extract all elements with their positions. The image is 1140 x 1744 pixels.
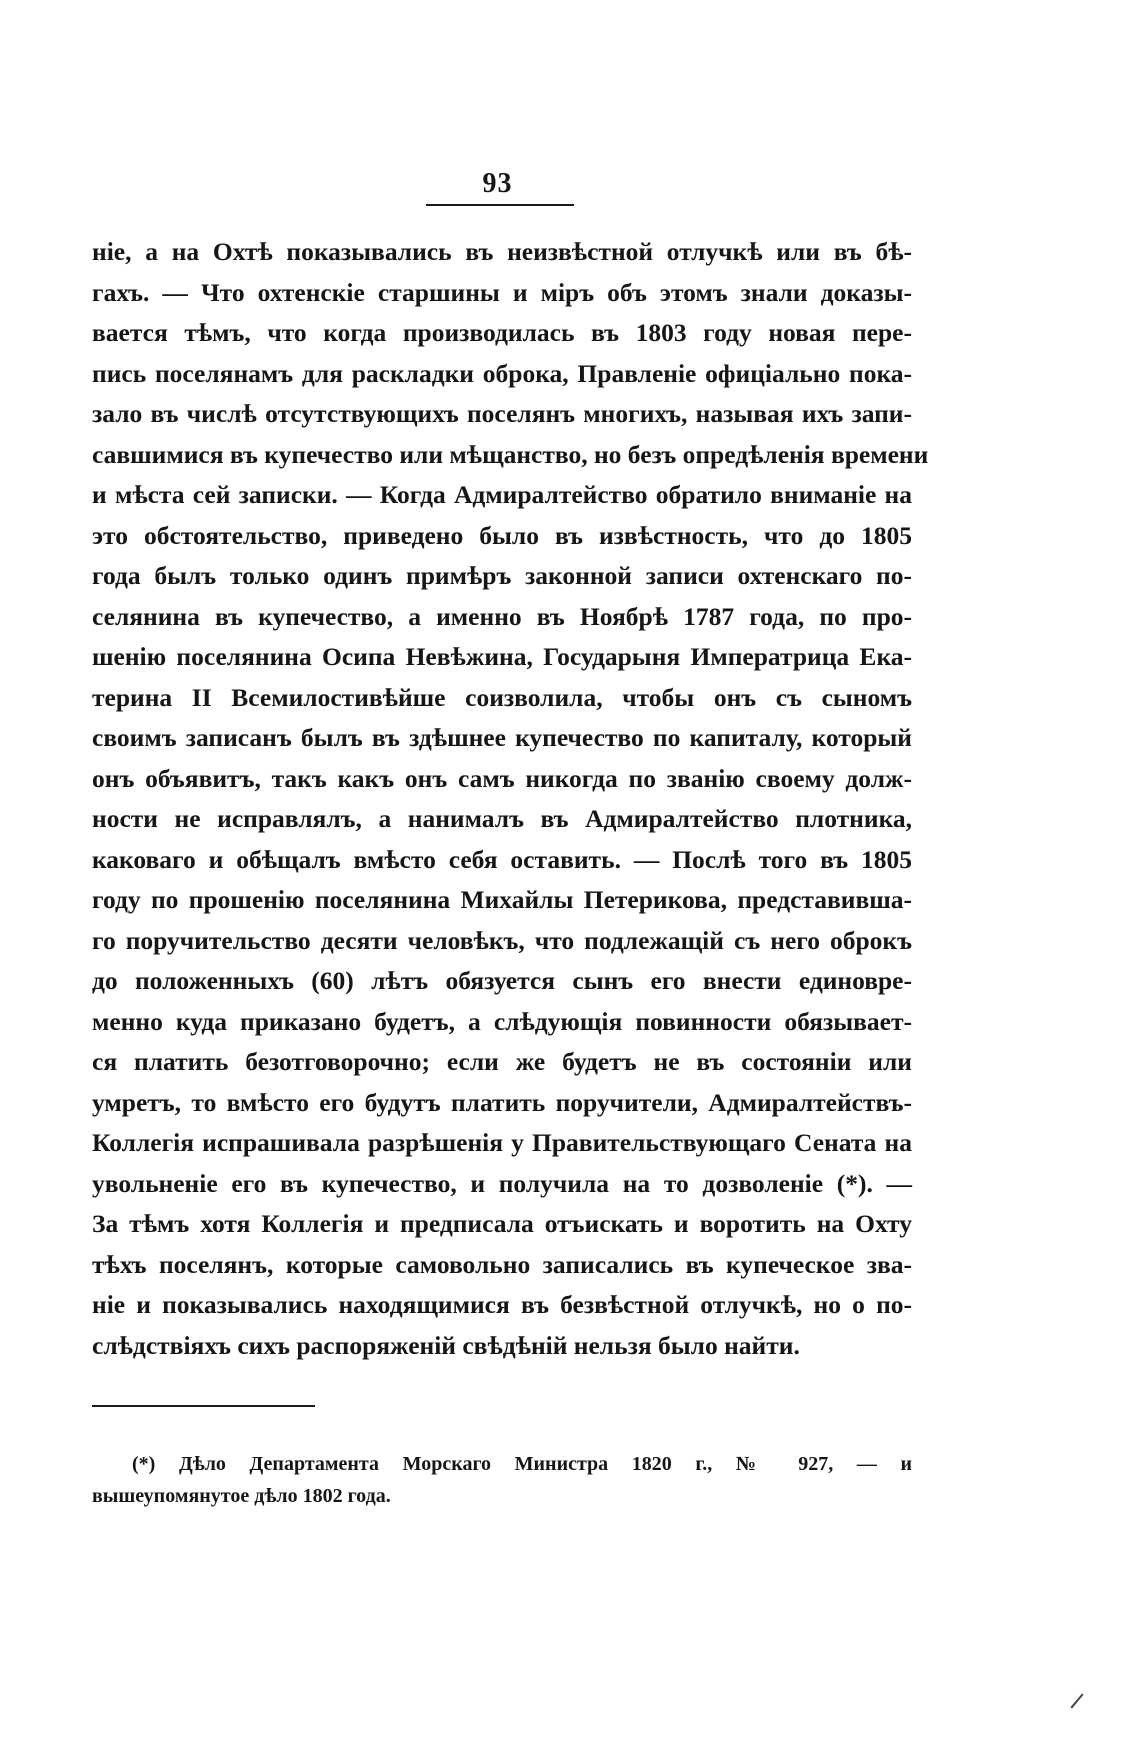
pencil-mark (1070, 1693, 1083, 1708)
body-line: каковаго и обѣщалъ вмѣсто себя оставить. — Послѣ того въ 1805 (92, 844, 912, 874)
body-line: года былъ только одинъ примѣръ законной записи охтенскаго по- (92, 561, 912, 590)
body-line: пись поселянамъ для раскладки оброка, Правленіе офиціально пока- (92, 358, 912, 388)
body-line: го поручительство десяти человѣкъ, что подлежащій съ него оброкъ (92, 925, 912, 955)
body-line: зало въ числѣ отсутствующихъ поселянъ многихъ, называя ихъ запи- (92, 399, 912, 428)
body-line: тѣхъ поселянъ, которые самовольно записались въ купеческое зва- (92, 1249, 912, 1279)
body-line: ся платить безотговорочно; если же будетъ не въ состояніи или (92, 1047, 912, 1076)
header-rule (426, 204, 574, 206)
body-line: вается тѣмъ, что когда производилась въ 1803 году новая пере- (92, 318, 912, 347)
footnote-line: (*) Дѣло Департамента Морскаго Министра 1820 г., № 927, — и (132, 1453, 912, 1475)
body-line: менно куда приказано будетъ, а слѣдующія повинности обязывает- (92, 1006, 912, 1036)
body-line: селянина въ купечество, а именно въ Ноябрѣ 1787 года, по про- (92, 601, 912, 631)
body-line: году по прошенію поселянина Михайлы Петерикова, представившa- (92, 885, 912, 914)
body-line: слѣдствіяхъ сихъ распоряженій свѣдѣній нельзя было найти. (92, 1330, 800, 1360)
body-line: Коллегія испрашивала разрѣшенія у Правительствующаго Сената на (92, 1128, 912, 1157)
page-number: 93 (482, 168, 513, 199)
body-line: своимъ записанъ былъ въ здѣшнее купечество по капиталу, который (92, 723, 912, 752)
footnote-line: вышеупомянутое дѣло 1802 года. (92, 1485, 391, 1507)
body-line: ности не исправлялъ, а нанималъ въ Адмиралтейство плотника, (92, 804, 912, 833)
body-line: За тѣмъ хотя Коллегія и предписала отъискать и воротить на Охту (92, 1209, 912, 1238)
body-line: гахъ. — Что охтенскіе старшины и міръ объ этомъ знали доказы- (92, 277, 912, 307)
body-text (92, 232, 929, 1366)
footnote-rule (92, 1405, 315, 1407)
body-line: шенію поселянина Осипа Невѣжина, Государыня Императрица Ека- (92, 642, 912, 671)
body-line: онъ объявитъ, такъ какъ онъ самъ никогда по званію своему долж- (92, 763, 912, 793)
body-line: савшимися въ купечество или мѣщанство, но безъ опредѣленія времени (92, 439, 929, 469)
body-line: это обстоятельство, приведено было въ извѣстность, что до 1805 (92, 520, 912, 550)
body-line: до положенныхъ (60) лѣтъ обязуется сынъ его внести единовре- (92, 966, 912, 995)
body-line: ніе и показывались находящимися въ безвѣстной отлучкѣ, но о по- (92, 1290, 912, 1319)
body-line: терина II Всемилостивѣйше соизволила, чтобы онъ съ сыномъ (92, 682, 912, 712)
body-line: увольненіе его въ купечество, и получила на то дозволеніе (*). — (92, 1168, 912, 1198)
body-line: ніе, а на Охтѣ показывались въ неизвѣстной отлучкѣ или въ бѣ- (92, 237, 912, 266)
body-line: и мѣста сей записки. — Когда Адмиралтейство обратило вниманіе на (92, 480, 912, 509)
footnote (92, 1448, 912, 1512)
body-line: умретъ, то вмѣсто его будутъ платить поручители, Адмиралтействъ- (92, 1087, 912, 1117)
